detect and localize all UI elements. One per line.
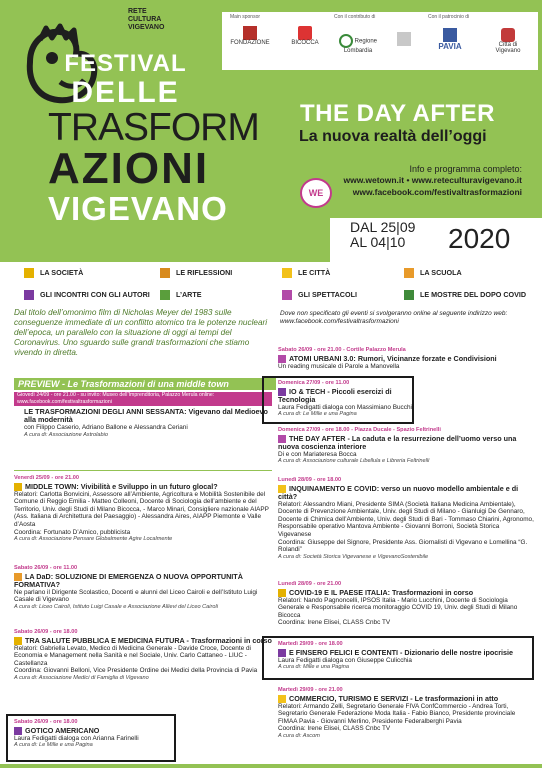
vigevano-crest-icon (501, 28, 515, 42)
sponsor-small (392, 32, 416, 46)
sponsor-fondazione (228, 26, 272, 46)
festival-title (48, 50, 259, 228)
societa-icon (14, 483, 22, 491)
event-left-0 (14, 474, 272, 544)
event-date: Lunedì 28/09 - ore 21.00 (278, 581, 342, 587)
dates-from: DAL 25|09 (350, 219, 416, 235)
divider (14, 470, 272, 471)
event-body: Relatori: Carlotta Bonvicini, Assessore all’Ambiente, Agricoltura e Mobilità Sostenibile del Comune di Reggio Emilia - Matteo Colleoni, Docente di Sociologia dell’ambiente e del Territorio, Univ. degli Studi di Milano Bicocca, - Marco Minari, Consigliere nazionale AIAPP (Ass. Italiana di Architettura del Paesaggio) - Alessandra Aires, AIAPP Piemonte e Valle d’Aosta (14, 490, 269, 529)
headline-subtitle: La nuova realtà dell’oggi (299, 128, 487, 145)
event-body: Laura Fedigatti dialoga con Massimiano Bucchi (278, 403, 412, 411)
legend-item-mostre (404, 290, 526, 300)
headline-title: THE DAY AFTER (300, 100, 495, 127)
spettacoli-icon (278, 355, 286, 363)
event-title: GOTICO AMERICANO (25, 725, 100, 735)
info-block (343, 164, 522, 198)
societa-icon (14, 637, 22, 645)
event-left-2 (14, 628, 272, 683)
title-vigevano: VIGEVANO (48, 190, 228, 227)
event-extra: Coordina: Giuseppe del Signore, Presidente Ass. Giornalisti di Vigevano e Lomellina “G. Rolandi” (278, 538, 528, 554)
title-delle: DELLE (71, 76, 180, 109)
rete-text-2: CULTURA (128, 16, 162, 23)
event-date: Sabato 26/09 - ore 21.00 - Cortile Palazzo Merula (278, 347, 406, 353)
event-extra: Coordina: Giovanni Belloni, Vice Presidente Ordine dei Medici della Provincia di Pavia (14, 667, 258, 675)
event-date: Domenica 27/09 - ore 18.00 - Piazza Ducale - Spazio Feltrinelli (278, 427, 441, 433)
mostre-icon (404, 290, 414, 300)
rete-text-1: RETE (128, 8, 147, 15)
legend-item-societa (24, 268, 83, 278)
event-body: Un reading musicale di Parole a Manovella (278, 362, 400, 370)
preview-title: PREVIEW - Le Trasformazioni di una middle town (14, 378, 276, 390)
event-title: IO & TECH - Piccoli esercizi di Tecnologia (278, 386, 392, 404)
legend-item-riflessioni (160, 268, 232, 278)
event-extra: Coordina: Irene Elisei, CLASS Cnbc TV (278, 725, 391, 733)
legend-label: LA SCUOLA (420, 268, 462, 277)
sponsor-bicocca (288, 26, 322, 46)
event-date: Lunedì 28/09 - ore 18.00 (278, 477, 342, 483)
event-cura: A cura di: Associazione culturale Libellula e Libreria Feltrinelli (278, 458, 430, 465)
event-body: Ne parlano il Dirigente Scolastico, Docenti e alunni del Liceo Cairoli e dell’Istituto Luigi Casale di Vigevano (14, 588, 258, 604)
legend-item-scuola (404, 268, 462, 278)
event-cura: A cura di: Le Mille e una Pagina (14, 742, 93, 749)
citta-icon (282, 268, 292, 278)
event-right-0 (278, 346, 534, 370)
event-body: Laura Fedigatti dialoga con Giuseppe Culicchia (278, 656, 412, 664)
event-right-4 (278, 580, 534, 627)
legend-label: GLI INCONTRI CON GLI AUTORI (40, 290, 150, 299)
small-sponsor-logo-icon (397, 32, 411, 46)
event-date: Sabato 26/09 - ore 18.00 (14, 719, 78, 725)
scuola-icon (404, 268, 414, 278)
pavia-logo-icon (443, 28, 457, 42)
sponsor-box (222, 12, 538, 70)
rete-text-3: VIGEVANO (128, 24, 165, 31)
legend-item-spettacoli (282, 290, 357, 300)
preview-event-title: LE TRASFORMAZIONI DEGLI ANNI SESSANTA: Vigevano dal Medioevo alla modernità (24, 407, 268, 424)
sponsor-label-patrocinio: Con il patrocinio di (428, 14, 470, 20)
event-cura: A cura di: Liceo Cairoli, Istituto Luigi Casale e Associazione Allievi del Liceo Cairoli (14, 603, 218, 610)
event-date: Martedì 29/09 - ore 18.00 (278, 641, 343, 647)
event-extra: Coordina: Fortunato D’Amico, pubblicista (14, 528, 131, 536)
event-cura: A cura di: Associazione Medici di Famiglia di Vigevano (14, 675, 149, 682)
event-extra: Coordina: Irene Elisei, CLASS Cnbc TV (278, 619, 391, 627)
legend-label: LE CITTÀ (298, 268, 331, 277)
autori-icon (14, 727, 22, 735)
info-link-2[interactable]: www.facebook.com/festivaltrasformazioni (352, 187, 522, 197)
event-cura: A cura di: Società Storica Vigevanese e VigevanoSostenibile (278, 553, 429, 560)
event-title: TRA SALUTE PUBBLICA E MEDICINA FUTURA - Trasformazioni in corso (25, 635, 272, 645)
title-trasform: TRASFORM (48, 106, 259, 149)
event-right-2 (278, 426, 534, 466)
event-right-6 (278, 686, 534, 741)
preview-event-body: con Filippo Caserio, Adriano Ballone e Alessandra Ceriani (24, 424, 188, 431)
preview-bar: Giovedì 24/09 - ore 21.00 - su invito: Museo dell’Imprenditoria, Palazzo Merula online: www.facebook.com/festivaltrasformazioni (14, 392, 272, 406)
intro-text: Dal titolo dell’omonimo film di Nicholas Meyer del 1983 sulle conseguenze immediate di un conflitto atomico tra le potenze nucleari dell’epoca, un parallelo con la situazione di oggi ai tempi del Coronavirus. Uno sguardo sulle grandi trasformazioni che stiamo vivendo in diretta. (14, 308, 268, 357)
event-title: COMMERCIO, TURISMO E SERVIZI - Le trasformazioni in atto (289, 693, 499, 703)
category-legend (0, 262, 542, 306)
legend-label: L’ARTE (176, 290, 202, 299)
sponsor-bicocca-text: BICOCCA (291, 40, 319, 46)
regione-logo-icon (339, 34, 353, 48)
sponsor-vigevano (486, 28, 530, 54)
societa-icon (278, 589, 286, 597)
dates-to: AL 04|10 (350, 234, 406, 250)
bicocca-logo-icon (298, 26, 312, 40)
rete-cultura-logo (128, 8, 180, 32)
sponsor-label-main: Main sponsor (230, 14, 261, 20)
event-right-3 (278, 476, 534, 561)
fondazione-logo-icon (243, 26, 257, 40)
event-left-3 (14, 718, 172, 750)
legend-item-arte (160, 290, 202, 300)
event-right-1 (278, 379, 412, 419)
event-date: Venerdì 25/09 - ore 21.00 (14, 475, 79, 481)
sponsor-regione (330, 34, 386, 54)
event-title: LA DaD: SOLUZIONE DI EMERGENZA O NUOVA OPPORTUNITÀ FORMATIVA? (14, 571, 243, 589)
header-panel (0, 0, 542, 262)
online-note: Dove non specificato gli eventi si svolgeranno online al seguente indirizzo web: www.facebook.com/festivaltrasformazioni (280, 310, 508, 325)
spettacoli-icon (282, 290, 292, 300)
dates-range (350, 220, 415, 250)
sponsor-fondazione-text: FONDAZIONE (230, 40, 270, 46)
sponsor-label-contrib: Con il contributo di (334, 14, 376, 20)
sponsor-vigevano-text: Città di Vigevano (495, 42, 521, 54)
event-cura: A cura di: Mille e una Pagina (278, 664, 349, 671)
legend-label: LE RIFLESSIONI (176, 268, 233, 277)
legend-item-autori (24, 290, 150, 300)
arte-icon (160, 290, 170, 300)
event-left-1 (14, 564, 272, 611)
legend-label: LA SOCIETÀ (40, 268, 84, 277)
event-date: Martedì 29/09 - ore 21.00 (278, 687, 343, 693)
event-body: Relatori: Alessandro Miani, Presidente SIMA (Società Italiana Medicina Ambientale), Docente di Prevenzione Ambientale, Univ. degli Studi di Milano - Gianluigi De Gennaro, Docente di Chimica dell’Ambiente, Univ. degli Studi di Bari - Tommaso Chiarini, Agronomo, Responsabile operativo Mantova Ambiente - Giovanni Borroni, Società Storica Vigevanese (278, 500, 534, 539)
autori-icon (278, 649, 286, 657)
event-date: Domenica 27/09 - ore 11.00 (278, 380, 350, 386)
wetown-logo-icon: WE (300, 178, 332, 208)
title-azioni: AZIONI (48, 144, 210, 193)
info-label: Info e programma completo: (409, 164, 522, 174)
event-title: MIDDLE TOWN: Vivibilità e Sviluppo in un futuro glocal? (25, 481, 218, 491)
preview-event-cura: A cura di: Associazione Astrolabio (24, 431, 108, 438)
preview-event (24, 408, 272, 439)
info-link-1[interactable]: www.wetown.it • www.reteculturavigevano.it (343, 175, 522, 185)
event-title: COVID-19 E IL PAESE ITALIA: Trasformazioni in corso (289, 587, 474, 597)
event-body: Relatori: Gabriella Levato, Medico di Medicina Generale - Davide Croce, Docente di Economia e Management nella Sanità e nel Sociale, Univ. Carlo Cattaneo - LIUC - Castellanza (14, 644, 251, 667)
riflessioni-icon (160, 268, 170, 278)
sponsor-pavia (426, 28, 474, 51)
event-cura: A cura di: Ascom (278, 733, 320, 740)
title-festival: FESTIVAL (64, 50, 187, 77)
event-body: Relatori: Nando Pagnoncelli, IPSOS Italia - Mario Lucchini, Docente di Sociologia Generale e Responsabile ricerca monitoraggio COVID 19, Univ. degli Studi di Milano Bicocca (278, 596, 518, 619)
legend-label: LE MOSTRE DEL DOPO COVID (420, 290, 527, 299)
event-body: Laura Fedigatti dialoga con Arianna Farinelli (14, 734, 139, 742)
sponsor-regione-text: Regione Lombardia (343, 38, 378, 54)
event-body: Relatori: Armando Zelli, Segretario Generale FIVA ConfCommercio - Andrea Torti, Segretario Generale Federazione Moda Italia - Fabio Bianco, Presidente provinciale FIMAA Pavia - Giovanni Merlino, Presidente Federalberghi Pavia (278, 702, 516, 725)
footer-bar (0, 764, 542, 768)
autori-icon (24, 290, 34, 300)
event-date: Sabato 26/09 - ore 11.00 (14, 565, 78, 571)
event-title: INQUINAMENTO E COVID: verso un nuovo modello ambientale e di città? (278, 483, 519, 501)
dates-box (330, 218, 542, 262)
event-title: THE DAY AFTER - La caduta e la resurrezione dell’uomo verso una nuova coscienza interiore (278, 433, 517, 451)
sponsor-pavia-text: PAVIA (438, 42, 462, 51)
event-body: Di e con Mariateresa Bocca (278, 450, 357, 458)
societa-icon (24, 268, 34, 278)
event-title: E FINSERO FELICI E CONTENTI - Dizionario delle nostre ipocrisie (289, 647, 514, 657)
legend-item-citta (282, 268, 330, 278)
dates-year: 2020 (448, 223, 511, 254)
event-title: ATOMI URBANI 3.0: Rumori, Vicinanze forzate e Condivisioni (289, 353, 497, 363)
event-date: Sabato 26/09 - ore 18.00 (14, 629, 78, 635)
event-right-5 (278, 640, 530, 672)
event-cura: A cura di: Le Mille e una Pagina (278, 411, 357, 418)
citta-icon (278, 695, 286, 703)
legend-label: GLI SPETTACOLI (298, 290, 357, 299)
event-cura: A cura di: Associazione Pensare Globalmente Agire Localmente (14, 536, 173, 543)
